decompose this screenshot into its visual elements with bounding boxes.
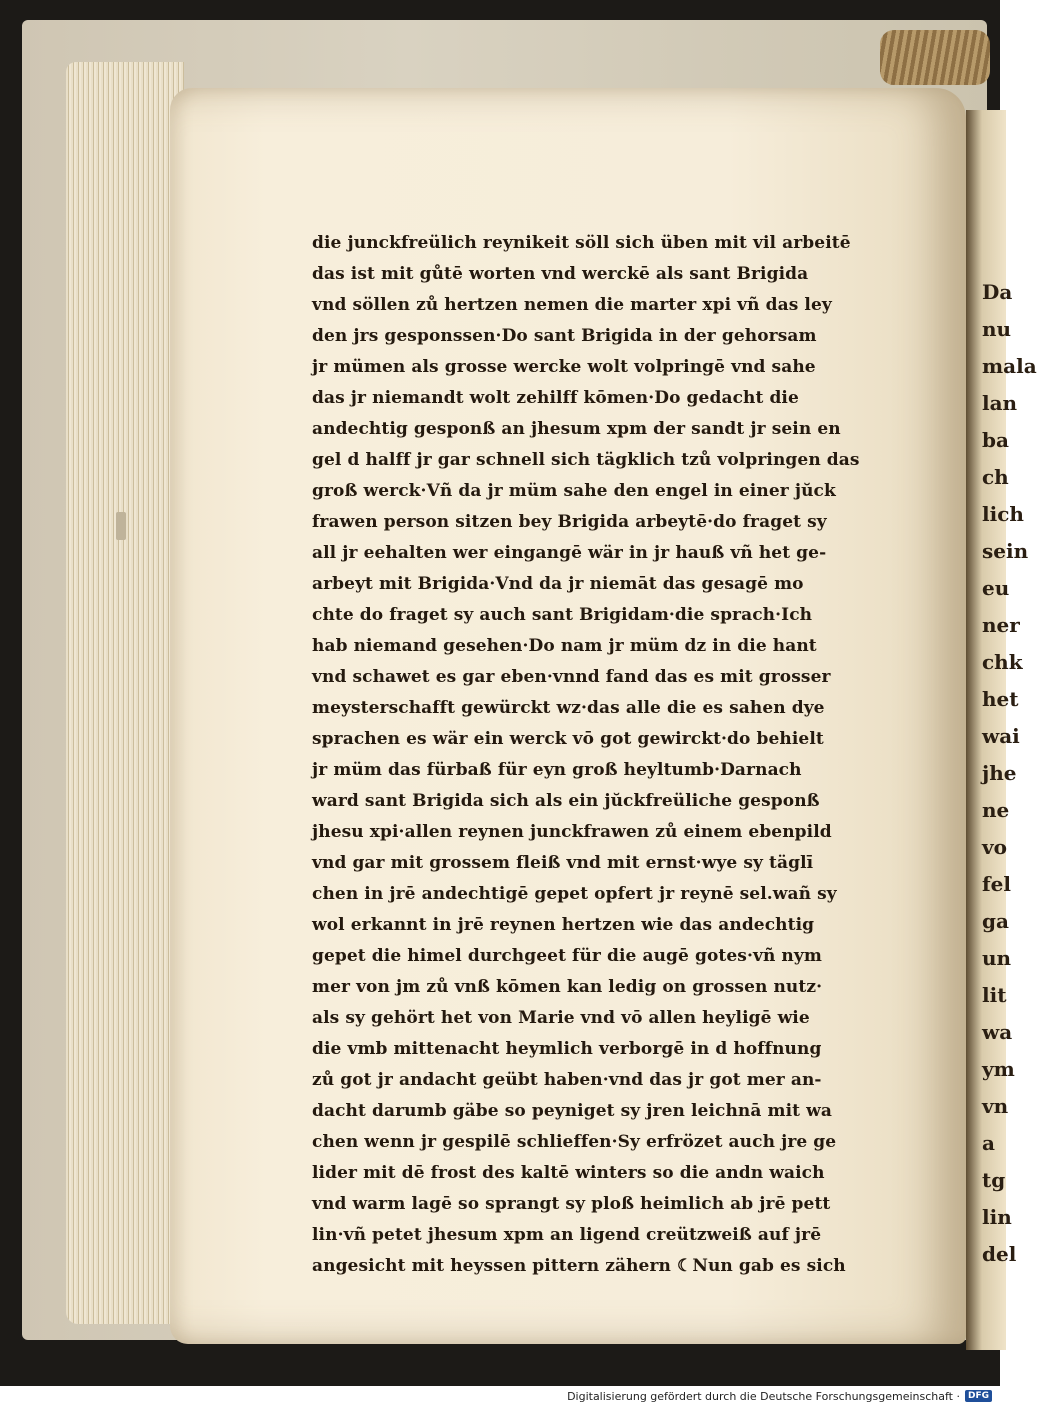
dfg-logo: DFG [965,1390,992,1402]
facing-page-fragment: mala [982,354,1037,378]
facing-page-fragment: del [982,1242,1017,1266]
facing-page-fragment: sein [982,539,1029,563]
facing-page-fragment: ne [982,798,1010,822]
text-line: groß werck·Vñ da jr müm sahe den engel in einer jŭck [312,481,836,501]
text-line: als sy gehört het von Marie vnd vō allen heyligē wie [312,1008,810,1028]
text-line: hab niemand gesehen·Do nam jr müm dz in die hant [312,636,817,656]
facing-page-fragment: lich [982,502,1024,526]
text-line: das ist mit gůtē worten vnd werckē als sant Brigida [312,264,809,284]
facing-page-fragment: vn [982,1094,1009,1118]
facing-page-fragment: wa [982,1020,1013,1044]
text-line: gel d halff jr gar schnell sich tägklich tzů volpringen das [312,450,860,470]
facing-page-fragment: chk [982,650,1023,674]
text-line: chen wenn jr gespilē schlieffen·Sy erfrözet auch jre ge [312,1132,837,1152]
text-line: jhesu xpi·allen reynen junckfrawen zů einem ebenpild [312,822,832,842]
text-line: vnd warm lagē so sprangt sy ploß heimlich ab jrē pett [312,1194,831,1214]
text-line: ward sant Brigida sich als ein jŭckfreüliche gesponß [312,791,820,811]
text-line: den jrs gesponssen·Do sant Brigida in der gehorsam [312,326,817,346]
text-line: sprachen es wär ein werck vō got gewirckt·do behielt [312,729,824,749]
text-line: das jr niemandt wolt zehilff kōmen·Do gedacht die [312,388,799,408]
text-line: die junckfreülich reynikeit söll sich üben mit vil arbeitē [312,233,851,253]
facing-page-fragment: ba [982,428,1009,452]
clasp-mark [116,512,126,540]
footer [0,1386,1000,1406]
facing-page-fragment: lit [982,983,1007,1007]
text-line: jr mümen als grosse wercke wolt volpringē vnd sahe [312,357,816,377]
facing-page-fragment: ga [982,909,1009,933]
text-line: die vmb mittenacht heymlich verborgē in d hoffnung [312,1039,822,1059]
text-line: wol erkannt in jrē reynen hertzen wie das andechtig [312,915,815,935]
text-line: dacht darumb gäbe so peyniget sy jren leichnā mit wa [312,1101,832,1121]
facing-page-fragment: fel [982,872,1011,896]
facing-page-fragment: vo [982,835,1007,859]
text-line: mer von jm zů vnß kōmen kan ledig on grossen nutz· [312,977,823,997]
text-line: jr müm das fürbaß für eyn groß heyltumb·Darnach [312,760,802,780]
text-line: vnd schawet es gar eben·vnnd fand das es mit grosser [312,667,831,687]
text-line: zů got jr andacht geübt haben·vnd das jr got mer an- [312,1070,822,1090]
facing-page-fragment: eu [982,576,1010,600]
facing-page-fragment: lan [982,391,1018,415]
facing-page-fragment: het [982,687,1019,711]
text-line: chte do fraget sy auch sant Brigidam·die sprach·Ich [312,605,813,625]
text-line: chen in jrē andechtigē gepet opfert jr reynē sel.wañ sy [312,884,837,904]
facing-page-fragment: wai [982,724,1020,748]
text-line: lin·vñ petet jhesum xpm an ligend creützweiß auf jrē [312,1225,822,1245]
text-line: arbeyt mit Brigida·Vnd da jr niemāt das gesagē mo [312,574,804,594]
text-line: gepet die himel durchgeet für die augē gotes·vñ nym [312,946,822,966]
facing-page-fragment: ch [982,465,1009,489]
facing-page-fragment: a [982,1131,995,1155]
text-line: vnd söllen zů hertzen nemen die marter xpi vñ das ley [312,295,832,315]
headband [880,30,990,85]
funding-notice: Digitalisierung gefördert durch die Deutsche Forschungsgemeinschaft · [567,1389,960,1403]
facing-page-fragment: un [982,946,1012,970]
text-line: all jr eehalten wer eingangē wär in jr hauß vñ het ge- [312,543,827,563]
text-line: meysterschafft gewürckt wz·das alle die es sahen dye [312,698,825,718]
facing-page-fragment: tg [982,1168,1006,1192]
facing-page-fragment: ner [982,613,1020,637]
facing-page-fragment: jhe [982,761,1017,785]
text-line: andechtig gesponß an jhesum xpm der sandt jr sein en [312,419,841,439]
text-line: frawen person sitzen bey Brigida arbeytē·do fraget sy [312,512,827,532]
page-stack-edge [66,62,184,1324]
facing-page-edge [966,110,1037,1350]
text-line: lider mit dē frost des kaltē winters so die andn waich [312,1163,825,1183]
facing-page-fragment: ym [982,1057,1015,1081]
facing-page-fragment: lin [982,1205,1012,1229]
page-text [312,228,912,1282]
text-line: vnd gar mit grossem fleiß vnd mit ernst·wye sy täglī [312,853,814,873]
facing-page-fragment: nu [982,317,1012,341]
text-line: angesicht mit heyssen pittern zähern ☾Nun gab es sich [312,1256,846,1276]
facing-page-fragment: Da [982,280,1013,304]
